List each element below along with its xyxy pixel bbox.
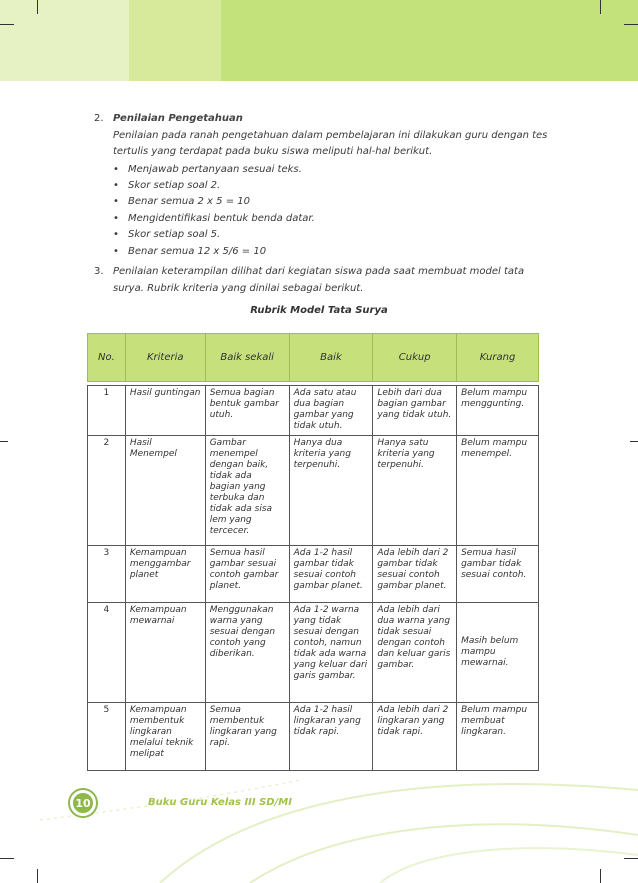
crop-mark bbox=[624, 24, 638, 25]
crop-mark bbox=[0, 24, 14, 25]
section-number: 2. bbox=[94, 113, 104, 124]
table-cell: Belum mampu menggunting. bbox=[457, 386, 539, 436]
section-title: Penilaian Pengetahuan bbox=[113, 113, 243, 124]
section-paragraph: Penilaian pada ranah pengetahuan dalam pembelajaran ini dilakukan guru dengan tes tertulis yang terdapat pada buku siswa meliputi hal-hal berikut. bbox=[113, 129, 548, 157]
section-number: 3. bbox=[94, 266, 104, 277]
table-cell: Menggunakan warna yang sesuai dengan contoh yang diberikan. bbox=[205, 603, 289, 703]
table-cell: Semua hasil gambar tidak sesuai contoh. bbox=[457, 546, 539, 603]
section-paragraph: Penilaian keterampilan dilihat dari kegiatan siswa pada saat membuat model tata surya. Rubrik kriteria yang dinilai sebagai berikut. bbox=[113, 266, 525, 294]
table-cell: Ada 1-2 warna yang tidak sesuai dengan contoh, namun tidak ada warna yang keluar dari garis gambar. bbox=[289, 603, 373, 703]
rubric-table bbox=[87, 333, 539, 771]
header-band-main bbox=[221, 0, 638, 81]
table-cell: Semua membentuk lingkaran yang rapi. bbox=[205, 703, 289, 771]
crop-mark bbox=[630, 441, 638, 442]
column-header: No. bbox=[88, 334, 126, 382]
section-skill-assessment bbox=[94, 264, 554, 297]
table-cell: Belum mampu menempel. bbox=[457, 436, 539, 546]
header-band-mid bbox=[129, 0, 221, 81]
table-row bbox=[88, 603, 539, 703]
crop-mark bbox=[600, 0, 601, 14]
table-cell: Kemampuan membentuk lingkaran melalui teknik melipat bbox=[125, 703, 205, 771]
table-cell: Lebih dari dua bagian gambar yang tidak utuh. bbox=[373, 386, 457, 436]
table-cell: Hanya dua kriteria yang terpenuhi. bbox=[289, 436, 373, 546]
table-cell: 4 bbox=[88, 603, 126, 703]
header-band-light bbox=[0, 0, 129, 81]
table-cell: 2 bbox=[88, 436, 126, 546]
table-caption: Rubrik Model Tata Surya bbox=[250, 305, 388, 316]
table-cell: Masih belum mampu mewarnai. bbox=[457, 603, 539, 703]
list-item: • Skor setiap soal 5. bbox=[113, 229, 221, 241]
book-title: Buku Guru Kelas III SD/MI bbox=[148, 797, 292, 808]
list-item: • Benar semua 12 x 5/6 = 10 bbox=[113, 245, 267, 257]
column-header: Baik bbox=[289, 334, 373, 382]
decorative-curves bbox=[0, 760, 638, 883]
column-header: Kurang bbox=[457, 334, 539, 382]
table-row bbox=[88, 436, 539, 546]
table-cell: Semua hasil gambar sesuai contoh gambar planet. bbox=[205, 546, 289, 603]
list-item: • Menjawab pertanyaan sesuai teks. bbox=[113, 163, 302, 175]
list-item: • Mengidentifikasi bentuk benda datar. bbox=[113, 212, 315, 224]
table-cell: 1 bbox=[88, 386, 126, 436]
table-cell: Hanya satu kriteria yang terpenuhi. bbox=[373, 436, 457, 546]
table-row bbox=[88, 703, 539, 771]
column-header: Baik sekali bbox=[205, 334, 289, 382]
table-cell: Kemampuan mewarnai bbox=[125, 603, 205, 703]
table-cell: 5 bbox=[88, 703, 126, 771]
table-cell: Ada 1-2 hasil gambar tidak sesuai contoh gambar planet. bbox=[289, 546, 373, 603]
list-item: • Skor setiap soal 2. bbox=[113, 179, 221, 191]
crop-mark bbox=[37, 0, 38, 14]
section-knowledge-assessment bbox=[94, 111, 554, 260]
table-cell: Semua bagian bentuk gambar utuh. bbox=[205, 386, 289, 436]
table-cell: Gambar menempel dengan baik, tidak ada bagian yang terbuka dan tidak ada sisa lem yang tercecer. bbox=[205, 436, 289, 546]
crop-mark bbox=[0, 441, 8, 442]
table-row bbox=[88, 386, 539, 436]
table-cell: Hasil Menempel bbox=[125, 436, 205, 546]
table-cell: Hasil guntingan bbox=[125, 386, 205, 436]
bullet-list bbox=[113, 162, 554, 260]
table-cell: Belum mampu membuat lingkaran. bbox=[457, 703, 539, 771]
table-cell: Ada lebih dari 2 gambar tidak sesuai contoh gambar planet. bbox=[373, 546, 457, 603]
table-cell: Ada 1-2 hasil lingkaran yang tidak rapi. bbox=[289, 703, 373, 771]
table-cell: Ada satu atau dua bagian gambar yang tidak utuh. bbox=[289, 386, 373, 436]
table-cell: Ada lebih dari 2 lingkaran yang tidak rapi. bbox=[373, 703, 457, 771]
table-cell: Kemampuan menggambar planet bbox=[125, 546, 205, 603]
list-item: • Benar semua 2 x 5 = 10 bbox=[113, 196, 250, 208]
page-number: 10 bbox=[70, 790, 96, 816]
table-cell: 3 bbox=[88, 546, 126, 603]
column-header: Kriteria bbox=[125, 334, 205, 382]
table-row bbox=[88, 546, 539, 603]
table-header-row bbox=[88, 334, 539, 382]
table-cell: Ada lebih dari dua warna yang tidak sesuai dengan contoh dan keluar garis gambar. bbox=[373, 603, 457, 703]
column-header: Cukup bbox=[373, 334, 457, 382]
